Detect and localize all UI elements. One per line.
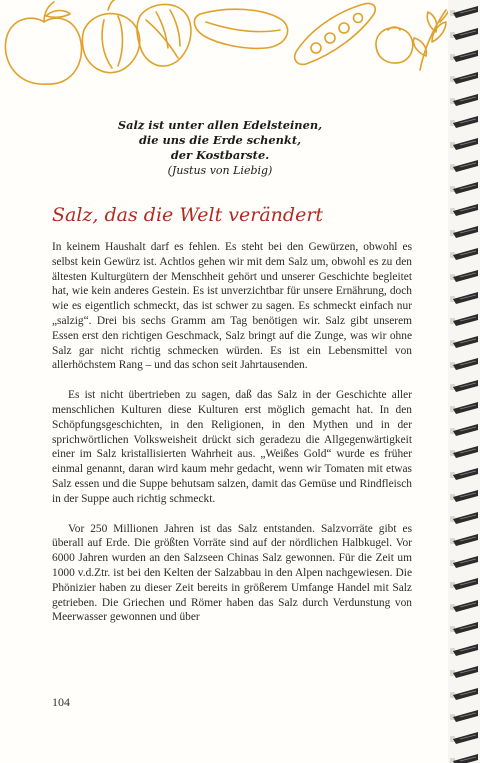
paragraph: In keinem Haushalt darf es fehlen. Es steht bei den Gewürzen, obwohl es selbst kein Gewürz ist. Achtlos gehen wir mit dem Salz um, obwohl es zu den ältesten Kulturgütern der Menschheit gehört und unserer Geschichte begleitet hat, wie kein anderes Gestein. Es ist unverzichtbar für unsere Ernährung, doch wie es eigentlich schmeckt, das ist schwer zu sagen. Es schmeckt einfach nur „salzig“. Drei bis sechs Gramm am Tag benötigen wir. Salz gibt unserem Essen erst den richtigen Geschmack, Salz bringt auf die Zunge, was wir ohne Salz gar nicht richtig schmecken würden. Es ist ein Lebensmittel von allerhöchstem Rang – und das schon seit Jahrtausenden. [52,241,412,372]
quote-line: Salz ist unter allen Edelsteinen, [117,118,323,132]
tomato-shape [376,28,413,63]
body-text [52,240,412,640]
section-heading: Salz, das die Welt verändert [52,204,324,226]
paragraph: Vor 250 Millionen Jahren ist das Salz entstanden. Salzvorräte gibt es überall auf Erde. Die größten Vorräte sind auf der nördlichen Halbkugel. Vor 6000 Jahren wurden an den Salzseen Chinas Salz gewonnen. Für die Zeit um 1000 v.d.Ztr. ist bei den Kelten der Salzabbau in den Alpen nachgewiesen. Die Phönizier haben zu dieser Zeit bereits in größerem Umfange Handel mit Salz getrieben. Die Griechen und Römer haben das Salz durch Verdunstung von Meerwasser gewonnen und über [52,522,412,624]
pea-pod-shape [295,3,376,64]
leaf-shape [137,4,191,66]
quote-attribution: (Justus von Liebig) [167,164,273,177]
quote-line: der Kostbarste. [170,148,270,162]
zucchini-shape [194,9,287,48]
apple-shape [5,18,81,84]
paragraph: Es ist nicht übertrieben zu sagen, daß das Salz in der Geschichte aller menschlichen Kulturen diese Kulturen erst möglich gemacht hat. In den Schöpfungsgeschichten, in den Religionen, in den Mythen und in der sprichwörtlichen Volksweisheit drückt sich geradezu die Allgegenwärtigkeit einer im Salz kristallisierten Wahrheit aus. „Weißes Gold“ wurde es früher einmal genannt, daran wird kaum mehr gedacht, wenn wir Tomaten mit etwas Salz essen und die Suppe behutsam salzen, damit das Gemüse und Rindfleisch in der Suppe auch richtig schmeckt. [52,389,412,505]
garlic-shape [83,14,140,73]
vegetable-illustration [0,0,458,92]
spiral-binding [448,0,480,763]
page-number: 104 [52,695,70,709]
epigraph-quote [100,118,340,178]
quote-line: die uns die Erde schenkt, [138,133,302,147]
